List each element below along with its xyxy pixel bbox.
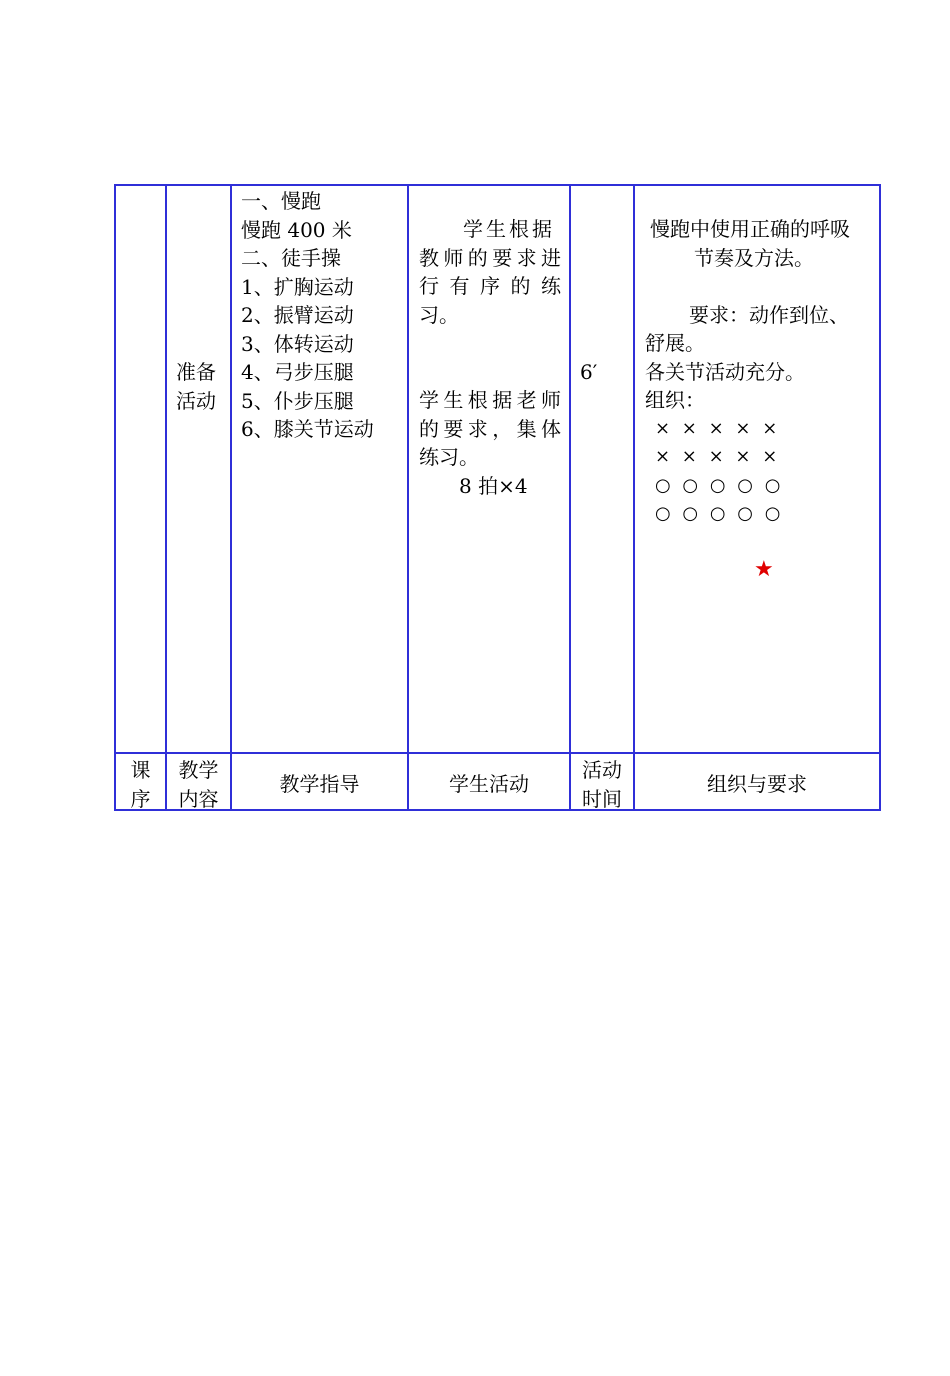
formation-row: × × × × ×	[655, 446, 781, 467]
student-activity-cell	[419, 215, 561, 500]
header-content	[167, 756, 230, 813]
header-guidance-label: 教学指导	[279, 772, 360, 796]
beats-label: 8 拍×4	[459, 473, 528, 498]
org-requirement: 要求：动作到位、	[689, 302, 849, 327]
lesson-plan-table	[114, 184, 881, 811]
header-student-activity-label: 学生活动	[449, 772, 529, 796]
header-guidance	[232, 770, 407, 799]
table-border-right	[879, 184, 881, 811]
activity-line: 行有序的练	[419, 274, 561, 298]
header-organization-label: 组织与要求	[707, 772, 807, 796]
guidance-line: 3、体转运动	[241, 331, 354, 356]
org-line: 节奏及方法。	[694, 245, 814, 270]
activity-line: 的要求，集体	[419, 416, 561, 441]
column-divider	[407, 184, 409, 811]
header-organization	[635, 770, 879, 799]
guidance-line: 2、振臂运动	[241, 303, 354, 327]
activity-line: 学生根据老师	[419, 388, 561, 412]
header-time-line: 活动	[582, 758, 622, 782]
guidance-line: 慢跑 400 米	[241, 217, 352, 242]
header-order-line: 课	[130, 758, 151, 782]
column-divider	[633, 184, 635, 811]
teacher-position-star-icon: ★	[754, 557, 774, 582]
guidance-line: 6、膝关节运动	[241, 417, 374, 441]
org-label: 组织：	[645, 388, 705, 412]
header-time	[571, 756, 633, 813]
header-time-line: 时间	[582, 786, 622, 811]
org-requirement: 各关节活动充分。	[645, 359, 805, 384]
column-divider	[165, 184, 167, 811]
header-order	[116, 756, 165, 813]
org-requirement: 舒展。	[645, 331, 705, 355]
activity-line: 习。	[419, 302, 459, 327]
time-cell	[580, 358, 630, 387]
organization-cell	[645, 215, 871, 529]
column-divider	[230, 184, 232, 811]
formation-row: ○ ○ ○ ○ ○	[655, 503, 784, 524]
activity-line: 教师的要求进	[419, 245, 561, 270]
guidance-cell	[241, 187, 407, 444]
formation-row: ○ ○ ○ ○ ○	[655, 474, 784, 496]
header-student-activity	[409, 770, 569, 799]
formation-row: × × × × ×	[655, 417, 781, 439]
activity-line: 学生根据	[463, 217, 555, 241]
time-value: 6′	[580, 360, 598, 384]
org-line: 慢跑中使用正确的呼吸	[650, 217, 850, 241]
content-line: 活动	[176, 388, 216, 413]
column-divider	[569, 184, 571, 811]
activity-line: 练习。	[419, 445, 479, 469]
header-order-line: 序	[130, 786, 151, 811]
guidance-line: 一、慢跑	[241, 189, 321, 213]
content-line: 准备	[176, 360, 216, 384]
guidance-line: 二、徒手操	[241, 246, 341, 270]
guidance-line: 1、扩胸运动	[241, 274, 354, 299]
header-content-line: 教学	[178, 758, 219, 782]
header-content-line: 内容	[178, 786, 219, 811]
guidance-line: 5、仆步压腿	[241, 388, 354, 413]
order-cell	[116, 186, 165, 752]
content-cell	[176, 358, 230, 415]
guidance-line: 4、弓步压腿	[241, 360, 354, 384]
